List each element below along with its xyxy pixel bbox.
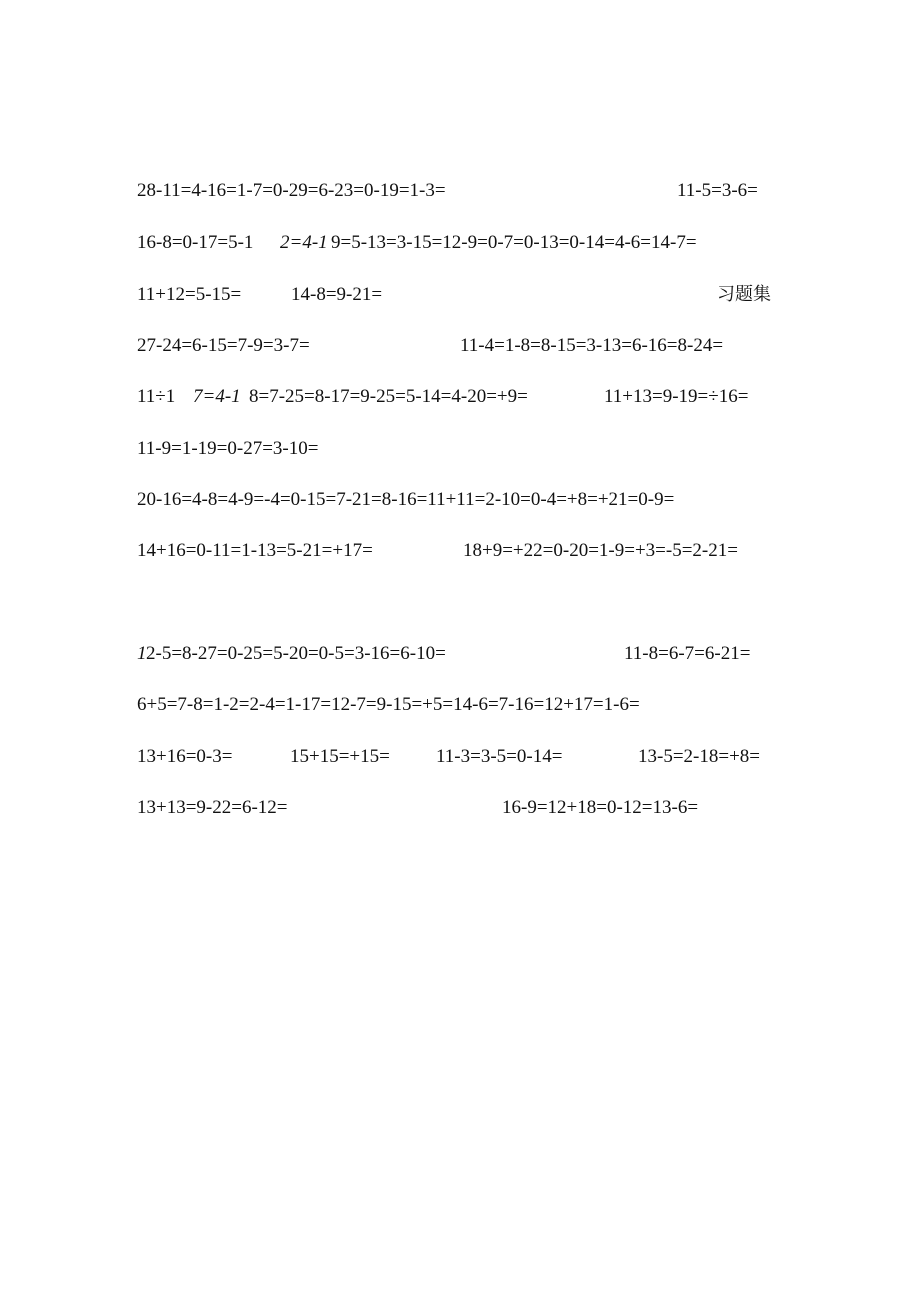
exercise-text: 2-5=8-27=0-25=5-20=0-5=3-16=6-10=: [146, 643, 446, 664]
exercise-text: 11-3=3-5=0-14=: [436, 746, 563, 767]
exercise-row: [137, 282, 779, 308]
exercise-text: 8=7-25=8-17=9-25=5-14=4-20=+9=: [249, 386, 528, 407]
exercise-text: 28-11=4-16=1-7=0-29=6-23=0-19=1-3=: [137, 180, 446, 201]
exercise-row: [137, 436, 779, 462]
exercise-text: 14+16=0-11=1-13=5-21=+17=: [137, 540, 373, 561]
exercise-text: 15+15=+15=: [290, 746, 390, 767]
exercise-text: 11-8=6-7=6-21=: [624, 643, 751, 664]
exercise-text: 9=5-13=3-15=12-9=0-7=0-13=0-14=4-6=14-7=: [331, 232, 697, 253]
exercise-text: 20-16=4-8=4-9=-4=0-15=7-21=8-16=11+11=2-10=0-4=+8=+21=0-9=: [137, 489, 675, 510]
exercise-text: 27-24=6-15=7-9=3-7=: [137, 335, 310, 356]
exercise-text: 13+13=9-22=6-12=: [137, 797, 288, 818]
exercise-row: [137, 641, 779, 667]
exercise-set-label: 习题集: [717, 284, 771, 305]
exercise-text-italic: 1: [137, 643, 147, 664]
exercise-row: [137, 333, 779, 359]
exercise-text-italic: 2=4-1: [280, 232, 328, 253]
exercise-row: [137, 744, 779, 770]
exercise-text: 11-5=3-6=: [677, 180, 758, 201]
exercise-text: 11+13=9-19=÷16=: [604, 386, 749, 407]
exercise-text: 11+12=5-15=: [137, 284, 242, 305]
exercise-row: [137, 230, 779, 256]
exercise-text: 18+9=+22=0-20=1-9=+3=-5=2-21=: [463, 540, 738, 561]
exercise-row: [137, 487, 779, 513]
exercise-row: [137, 538, 779, 564]
exercise-row: [137, 384, 779, 410]
exercise-text: 16-8=0-17=5-1: [137, 232, 254, 253]
exercise-row: [137, 795, 779, 821]
exercise-text: 11-9=1-19=0-27=3-10=: [137, 438, 319, 459]
exercise-text: 14-8=9-21=: [291, 284, 383, 305]
exercise-text: 16-9=12+18=0-12=13-6=: [502, 797, 699, 818]
exercise-row: [137, 692, 779, 718]
exercise-text: 11÷1: [137, 386, 176, 407]
exercise-text: 13+16=0-3=: [137, 746, 233, 767]
exercise-text: 11-4=1-8=8-15=3-13=6-16=8-24=: [460, 335, 724, 356]
exercise-text: 6+5=7-8=1-2=2-4=1-17=12-7=9-15=+5=14-6=7-16=12+17=1-6=: [137, 694, 640, 715]
exercise-text-italic: 7=4-1: [193, 386, 241, 407]
exercise-text: 13-5=2-18=+8=: [638, 746, 761, 767]
exercise-row: [137, 178, 779, 204]
